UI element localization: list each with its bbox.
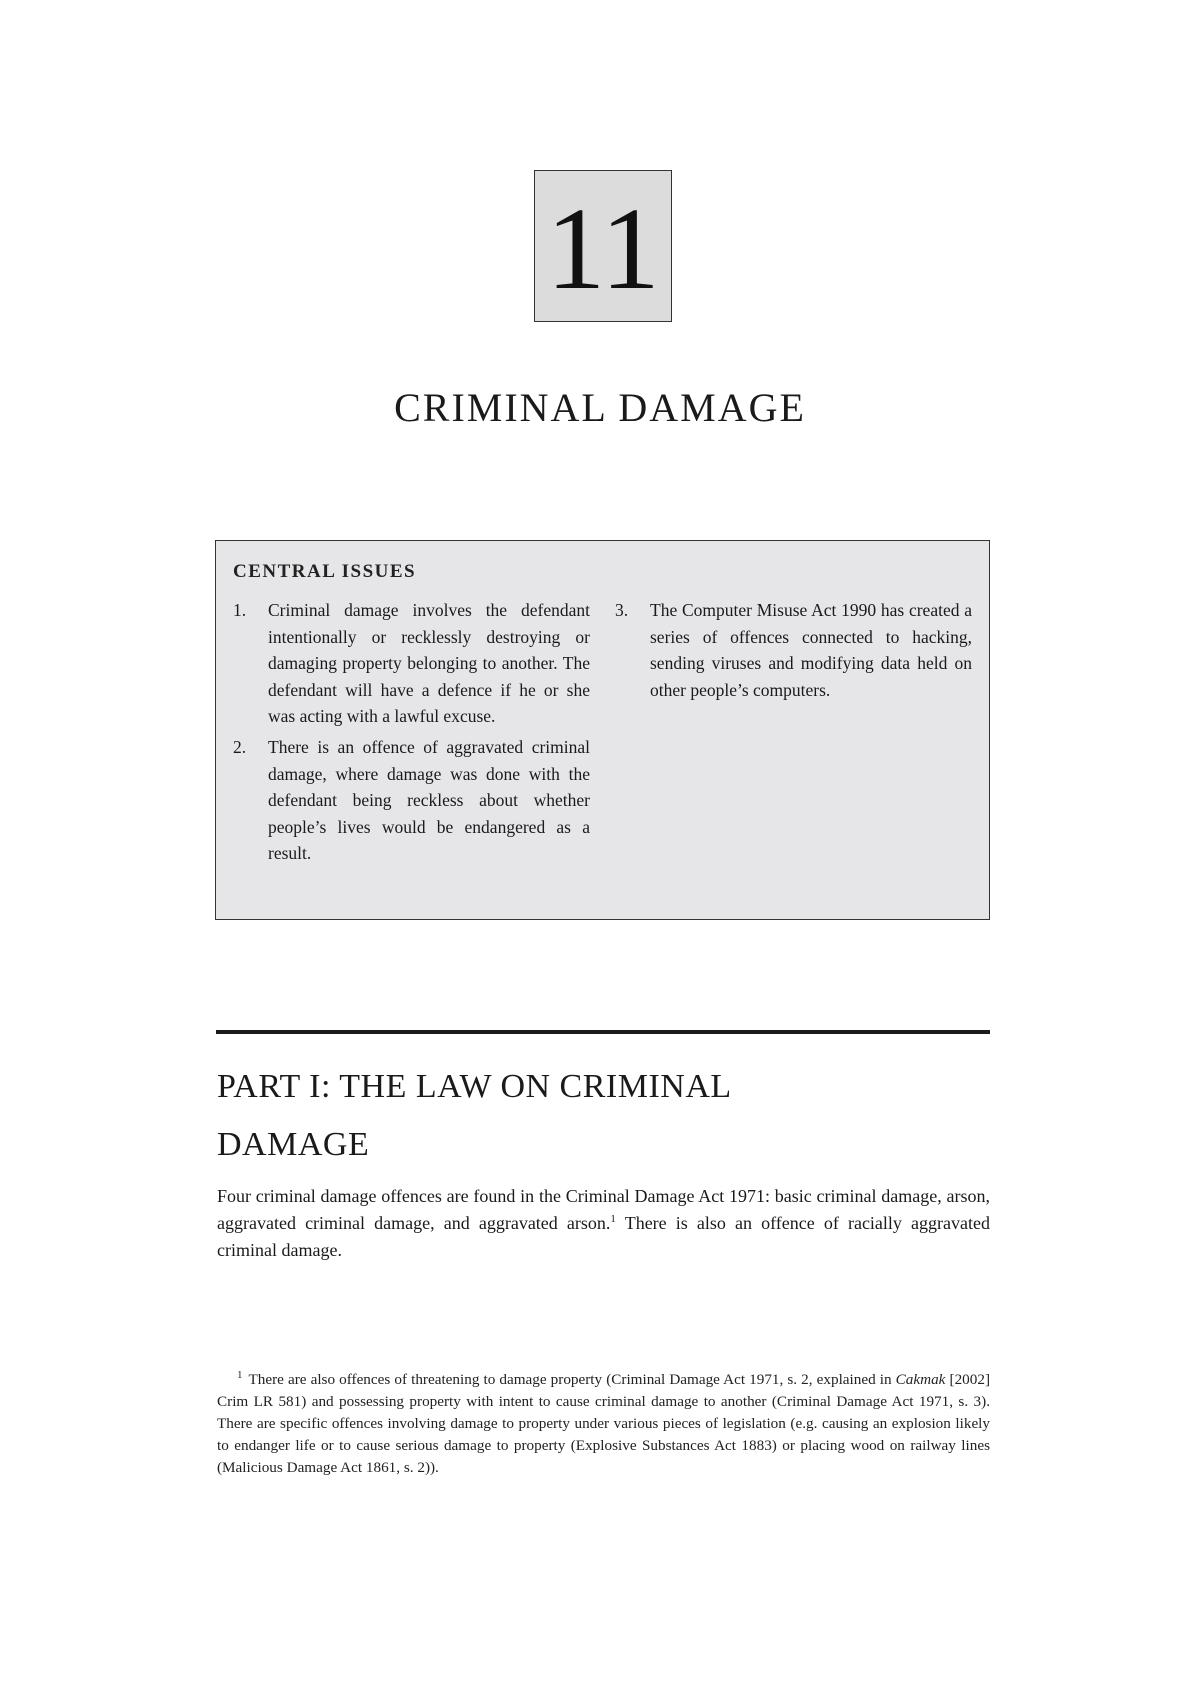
central-issues-heading: CENTRAL ISSUES [233,561,417,582]
footnote: 1 There are also offences of threatening to damage property (Criminal Damage Act 1971, s. 2, explained in Cakmak [2002] Crim LR 581) and possessing property with intent to cause criminal damage to another (Criminal Damage Act 1971, s. 3). There are specific offences involving damage to property under various pieces of legislation (e.g. causing an explosion likely to endanger life or to cause serious damage to property (Explosive Substances Act 1883) or placing wood on railway lines (Malicious Damage Act 1861, s. 2)). [217,1368,991,1476]
footnote-text-before-case: There are also offences of threatening to damage property (Criminal Damage Act 1971, s. 2, explained in [248,1371,896,1388]
part-heading-line-2: DAMAGE [217,1126,370,1163]
issue-text: Criminal damage involves the defendant intentionally or recklessly destroying or damaging property belonging to another. The defendant will have a defence if he or she was acting with a lawful excuse. [268,600,590,727]
issue-text: The Computer Misuse Act 1990 has created a series of offences connected to hacking, sending viruses and modifying data held on other people’s computers. [650,600,972,700]
central-issues-left-column [233,597,590,871]
section-divider [216,1030,990,1034]
body-text-before-ref: Four criminal damage offences are found in the Criminal Damage Act 1971: basic criminal damage, arson, aggravated criminal damage, and aggravated arson. [217,1186,990,1233]
central-issue-item [233,597,590,730]
central-issues-box [215,540,990,920]
issue-number: 2. [233,736,247,757]
central-issue-item [615,597,972,703]
issue-text: There is an offence of aggravated criminal damage, where damage was done with the defendant being reckless about whether people’s lives would be endangered as a result. [268,736,590,864]
central-issue-item [233,734,590,867]
central-issues-right-column [615,597,972,871]
issue-number: 3. [615,600,629,620]
footnote-text-after-case: [2002] Crim LR 581) and possessing property with intent to cause criminal damage to another (Criminal Damage Act 1971, s. 3). There are specific offences involving damage to property under various pieces of legislation (e.g. causing an explosion likely to endanger life or to cause serious damage to property (Explosive Substances Act 1883) or placing wood on railway lines (Malicious Damage Act 1861, s. 2)). [217,1371,991,1476]
footnote-case-name: Cakmak [895,1371,946,1388]
chapter-number-box [534,170,672,322]
part-heading [217,1058,937,1174]
chapter-number: 11 [546,183,660,314]
part-heading-line-1: PART I: THE LAW ON CRIMINAL [217,1068,732,1105]
issue-number: 1. [233,600,247,620]
footnote-reference[interactable]: 1 [610,1213,616,1225]
body-text-after-ref: There is also an offence of racially aggravated criminal damage. [217,1213,990,1260]
chapter-title: CRIMINAL DAMAGE [394,385,806,430]
body-paragraph [217,1183,990,1264]
central-issues-columns [233,597,972,871]
